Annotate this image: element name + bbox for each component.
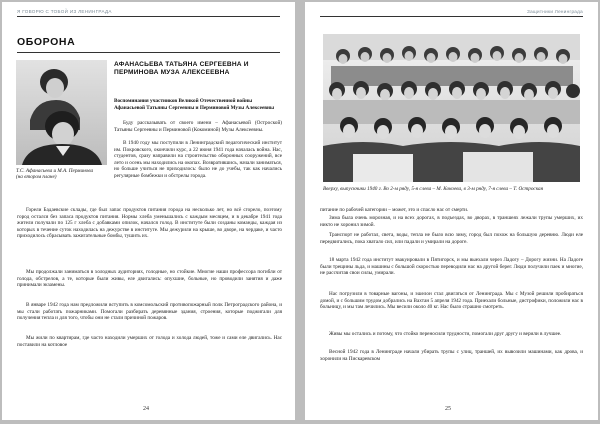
section-title: ОБОРОНА xyxy=(17,36,76,48)
paragraph-1: питание по рабочей категории – может, это и спасло нас от смерти. xyxy=(320,207,469,213)
page-number: 24 xyxy=(143,406,149,412)
paragraph-6: Мы жили по квартирам, где часто находили умерших от голода и холода людей, тоже и сами еле двигались. Нас поставили на котловое xyxy=(17,335,282,348)
lead-text: Воспоминания участников Великой Отечественной войны Афанасьевой Татьяны Сергеевны и Перминовой Музы Алексеевны xyxy=(114,98,275,111)
paragraph-3: Горели Бадаевские склады, где был запас продуктов питания города на несколько лет, но всё сгорело, поэтому город остался без запаса продуктов питания. Нормы хлеба уменьшались с каждым месяцем, и в декабре 1941 года жители получали по 125 г хлеба с добавками опилок, начался голод. В институте были созданы команды, каждая из которых в течение суток находилась на дежурстве в институте. Мы дежурили на крыше, во дворе, на чердаке, и часто приходилось сбрасывать зажигательные бомбы, тушить их. xyxy=(17,207,282,239)
paragraph-6: Живы мы остались и потому, что стойко переносили трудности, помогали друг другу и верили в лучшее. xyxy=(329,331,562,337)
portrait-photo xyxy=(16,60,107,165)
paragraph-4: 18 марта 1942 года институт эвакуировали в Пятигорск, и мы выехали через Ладогу – Дорогу жизни. На Ладоге были трещины льда, и машины с большой скоростью переводили нас на другой берег. Люди получили паек и многие, не рассчитав свои силы, умирали. xyxy=(320,257,583,276)
paragraph-4: Мы продолжали заниматься в холодных аудиториях, голодные, но стойкие. Многие наши профессора погибли от голода, обстрелов, а те, которые были живы, еле двигались: опухшие, больные, но проводили занятия и даже принимали экзамены. xyxy=(17,269,282,288)
paragraph-5: В январе 1942 года нам предложили вступить в комсомольский противопожарный полк Петроградского района, и мы стали работать пожарниками. Помогали разбирать деревянные здания, строения, которые поджигали для получения тепла и для того, чтобы они не стали причиной пожаров. xyxy=(17,302,282,321)
paragraph-5: Нас погрузили в товарные вагоны, и эшелон стал двигаться от Ленинграда. Мы с Музой решили пробираться домой, и с большим трудом добрались на Вахтан 5 апреля 1942 года. Приехали больные, дистрофики, положили нас в больницу, и мы там лечились. Мы весили около 40 кг. Нас было страшно смотреть. xyxy=(320,291,583,310)
article-title: АФАНАСЬЕВА ТАТЬЯНА СЕРГЕЕВНА И ПЕРМИНОВА МУЗА АЛЕКСЕЕВНА xyxy=(114,61,249,76)
group-photo xyxy=(323,34,580,182)
paragraph-2-top: В 1940 году мы поступили в Ленинградский педагогический институт им. Покровского, окончили курс, а 22 июня 1941 года началась война. Нас, студентов, сразу направили на строительство оборонных сооружений, все лето и осень мы находились на окопах. Возвратившись, начали заниматься, но больше учиться не приходилось: было не до учебы, так как начались регулярные бомбежки и обстрелы города. xyxy=(114,140,282,179)
page-number: 25 xyxy=(445,406,451,412)
paragraph-7: Весной 1942 года в Ленинграде начали убирать трупы с улиц, траншей, их вывозили машинами, как дрова, и хоронили на Пискаревском xyxy=(320,349,583,362)
running-head: Я ГОВОРЮ С ТОБОЙ ИЗ ЛЕНИНГРАДА xyxy=(17,9,112,14)
left-page xyxy=(2,2,295,420)
paragraph-1: Буду рассказывать от своего имени – Афанасьевой (Остроской) Татьяны Сергеевны и Перминовой (Кокоминой) Музы Алексеевны. xyxy=(114,120,282,133)
portrait-caption: Т.С. Афанасьева и М.А. Перминова (на втором плане) xyxy=(16,168,94,181)
group-photo-caption: Вверху, выпускники 1940 г. Во 2-м ряду, 5-я слева – М. Кокоева, в 3-м ряду, 7-я слева – Т. Остроская xyxy=(323,186,544,192)
paragraph-2: Зима была очень морозная, и на всех дорогах, в подъездах, во дворах, в траншеях лежали трупы умерших, их никто не хоронил зимой. xyxy=(320,215,583,228)
header-rule xyxy=(320,16,583,17)
right-page xyxy=(305,2,598,420)
running-head: Защитники Ленинграда xyxy=(527,9,583,14)
section-rule xyxy=(17,52,280,53)
header-rule xyxy=(17,16,280,17)
paragraph-3: Транспорт не работал, света, воды, тепла не было всю зиму, город был похож на большую деревню. Люди еле передвигались, пока хватало сил, или падали и умирали на дороге. xyxy=(320,232,583,245)
